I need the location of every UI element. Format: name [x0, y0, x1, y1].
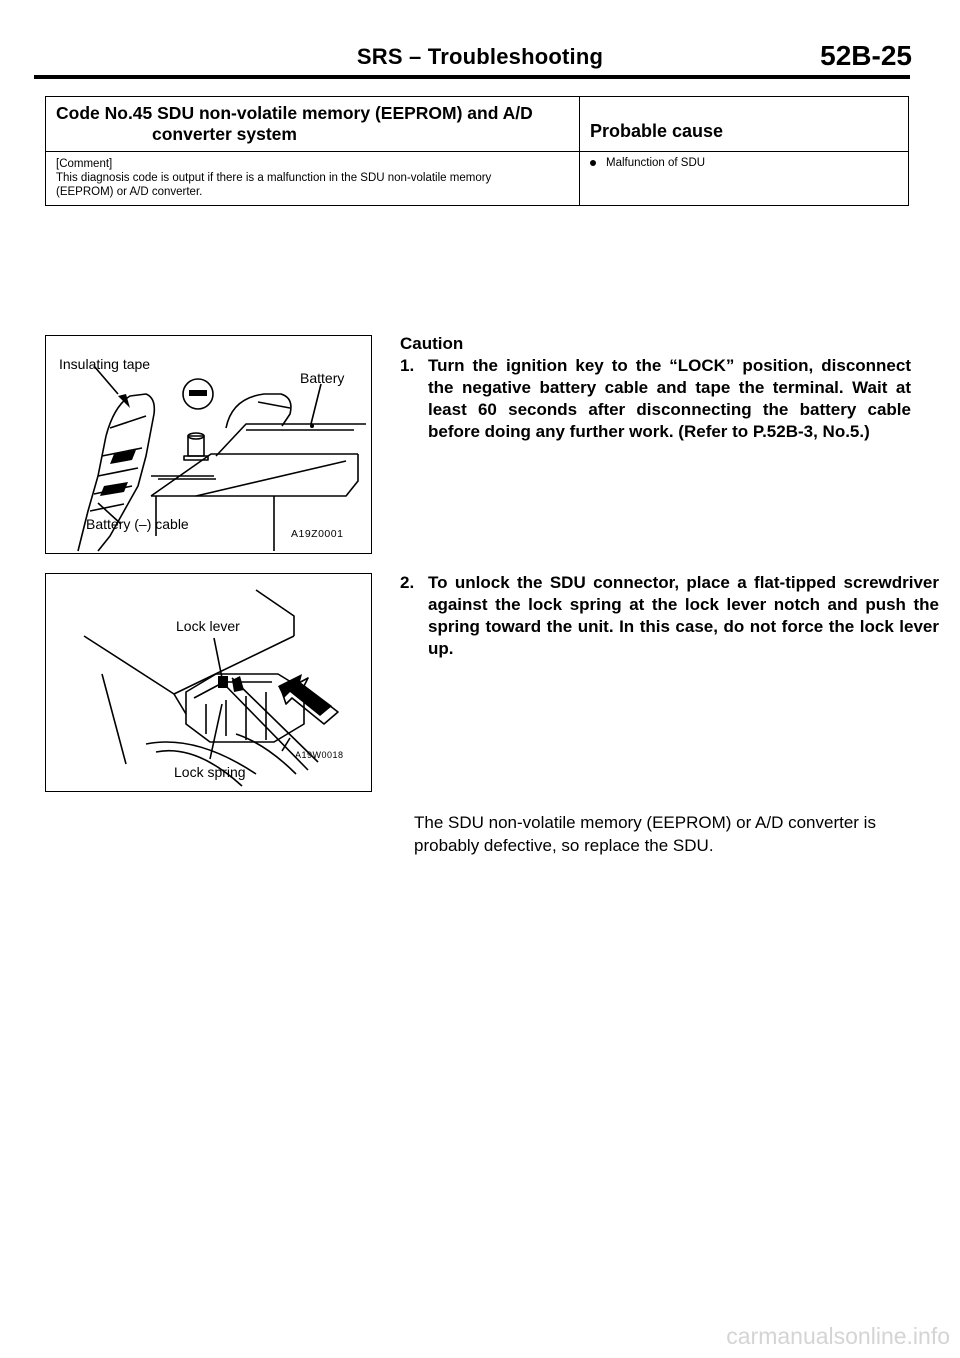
figure-code: A19W0018 [295, 750, 344, 760]
label-lock-lever: Lock lever [176, 618, 240, 634]
watermark: carmanualsonline.info [726, 1323, 950, 1349]
code-table [45, 96, 909, 206]
code-title-line2: converter system [152, 124, 297, 144]
step-1-number: 1. [400, 356, 415, 375]
page-number: 52B-25 [820, 40, 912, 71]
header-rule [34, 75, 910, 79]
figure-battery [45, 335, 372, 554]
conclusion-text: The SDU non-volatile memory (EEPROM) or A/D converter is probably defective, so replace the SDU. [414, 813, 876, 855]
cause-cell [580, 152, 909, 206]
caution-title: Caution [400, 334, 464, 353]
label-insulating-tape: Insulating tape [59, 356, 151, 372]
comment-cell [46, 152, 580, 206]
label-battery: Battery [300, 370, 345, 386]
step-1 [400, 355, 911, 443]
step-2-number: 2. [400, 573, 415, 592]
figure-sdu-connector [45, 573, 372, 792]
comment-label: [Comment] [56, 158, 113, 170]
label-lock-spring: Lock spring [174, 764, 246, 780]
comment-line1: This diagnosis code is output if there is a malfunction in the SDU non-volatile memory [56, 172, 492, 184]
page-title: SRS – Troubleshooting [356, 44, 604, 69]
code-title-line1: Code No.45 SDU non-volatile memory (EEPROM) and A/D [56, 103, 533, 123]
table-header-row [46, 97, 909, 152]
probable-cause-header: Probable cause [580, 97, 909, 152]
figure-code: A19Z0001 [291, 528, 344, 540]
table-body-row [46, 152, 909, 206]
label-battery-cable: Battery (–) cable [86, 516, 189, 532]
step-2-text: To unlock the SDU connector, place a flat-tipped screwdriver against the lock spring at the lock lever notch and push the spring toward the unit. In this case, do not force the lock lever up. [428, 573, 939, 658]
cause-item: Malfunction of SDU [606, 157, 706, 169]
step-2 [400, 572, 939, 660]
step-1-text: Turn the ignition key to the “LOCK” position, disconnect the negative battery cable and tape the terminal. Wait at least 60 seconds after disconnecting the battery cable before doing any further work. (Refer to P.52B-3, No.5.) [428, 356, 911, 441]
bullet-icon [590, 160, 596, 166]
code-title-cell [46, 97, 580, 152]
caution-section [400, 333, 911, 443]
comment-line2: (EEPROM) or A/D converter. [56, 186, 203, 198]
